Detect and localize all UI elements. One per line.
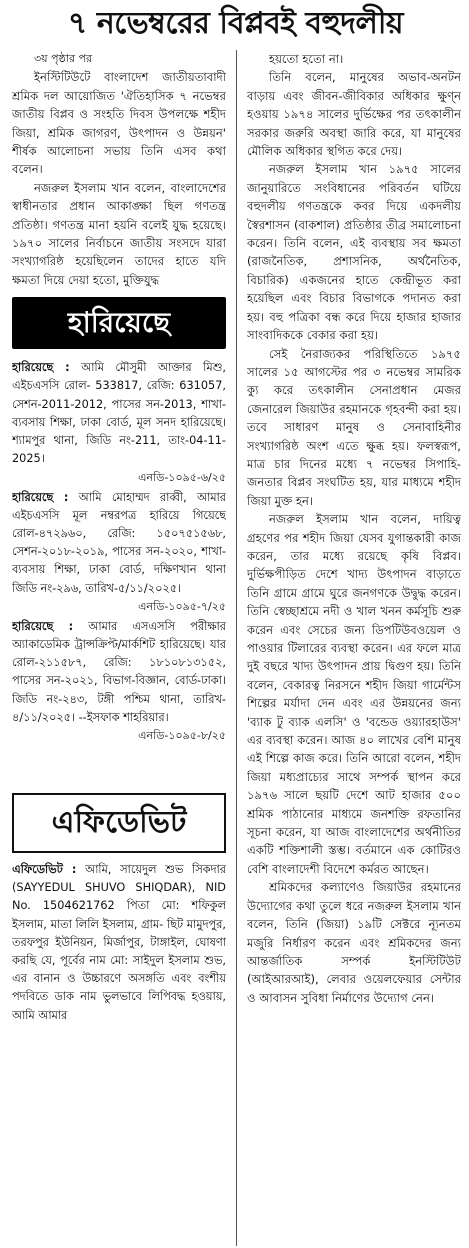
ad-text: আমি মোহাম্মদ রাব্বী, আমার এইচএসসি মূল নম্বরপত্র হারিয়ে গিয়েছে রোল-৪৭২৯৬০, রেজি: ১৫০৭৫১৫৬৮, সেশন-২০১৮-২০১৯, পাসের সন-২০২০, শাখা- ব্যবসায় শিক্ষা, ঢাকা বোর্ড, দক্ষিণখান থানা জিডি নং-২৯৬, তারিখ-৫/১১/২০২৫। xyxy=(12,490,226,595)
article-paragraph: নজরুল ইসলাম খান ১৯৭৫ সালের জানুয়ারিতে সংবিধানের পরিবর্তন ঘটিয়ে বহুদলীয় গণতন্ত্রকে কবর দিয়ে একদলীয় স্বৈরশাসন (বাকশাল) প্রতিষ্ঠার তীব্র সমালোচনা করেন। তিনি বলেন, এই ব্যবস্থায় সব ক্ষমতা (রাজনৈতিক, প্রশাসনিক, অর্থনৈতিক, বিচারিক) একজনের হাতে কেন্দ্রীভূত করা হয়েছিল এবং বিচার বিভাগকে পদানত করা হয়। বহু পত্রিকা বন্ধ করে দিয়ে হাজার হাজার সাংবাদিককে বেকার করা হয়। xyxy=(247,162,461,343)
ad-label: হারিয়েছে : xyxy=(12,619,74,633)
ad-label: হারিয়েছে : xyxy=(12,361,70,375)
lost-banner: হারিয়েছে xyxy=(12,297,226,349)
article-paragraph: নজরুল ইসলাম খান বলেন, দায়িত্ব গ্রহণের পর শহীদ জিয়া যেসব যুগান্তকারী কাজ করেন, তার মধ্যে রয়েছে কৃষি বিপ্লব। দুর্ভিক্ষপীড়িত দেশে খাদ্য উৎপাদন বাড়াতে তিনি গ্রামে গ্রামে ঘুরে জনগণকে উদ্বুদ্ধ করেন। তিনি স্বেচ্ছাশ্রমে নদী ও খাল খনন কর্মসূচি শুরু করেন এবং সেচের জন্য ডিপটিউবওয়েল ও পাওয়ার টিলারের ব্যবস্থা করেন। এর ফলে মাত্র দুই বছরে খাদ্য উৎপাদন প্রায় দ্বিগুণ হয়। তিনি বলেন, বেকারত্ব নিরসনে শহীদ জিয়া গার্মেন্টস শিল্পের মর্যাদা দেন এবং এর উন্নয়নের জন্য 'ব্যাক টু ব্যাক এলসি' ও 'বন্ডেড ওয়্যারহাউস' এর ব্যবস্থা করেন। আজ ৪০ লাখের বেশি মানুষ এই শিল্পে কাজ করে। তিনি আরো বলেন, শহীদ জিয়া মধ্যপ্রাচ্যের সাথে সম্পর্ক স্থাপন করে ১৯৭৬ সালে ছয়টি দেশে আট হাজার ৫০০ শ্রমিক পাঠানোর মাধ্যমে জনশক্তি রফতানির সূচনা করেন, যা আজ বাংলাদেশের অর্থনীতির একটি শক্তিশালী স্তম্ভ। বর্তমানে এক কোটিরও বেশি বাংলাদেশী বিদেশে কর্মরত আছেন। xyxy=(247,512,461,876)
left-column xyxy=(12,50,226,1248)
ad-label: এফিডেভিট : xyxy=(12,862,77,876)
article-paragraph: তিনি বলেন, মানুষের অভাব-অনটন বাড়ায় এবং জীবন-জীবিকার অধিকার ক্ষুণ্ন হওয়ায় ১৯৭৪ সালের দুর্ভিক্ষের পর তৎকালীন সরকার জরুরি অবস্থা জারি করে, যা মানুষের মৌলিক অধিকার স্থগিত করে দেয়। xyxy=(247,70,461,159)
lost-ad xyxy=(12,618,226,745)
ad-code: এনডি-১০৯৫-৭/২৫ xyxy=(138,599,226,613)
ad-text: আমার এসএসসি পরীক্ষার অ্যাকাডেমিক ট্রান্সক্রিপ্ট/মার্কশিট হারিয়েছে। যার রোল-২১১৫৮৭, রেজি: ১৮১০৮১৩১৫২, পাসের সন-২০২১, বিভাগ-বিজ্ঞান, বোর্ড-ঢাকা। জিডি নং-২৪৩, টঙ্গী পশ্চিম থানা, তারিখ- ৪/১১/২০২৫। --ইসফাক শাহরিয়ার। xyxy=(12,619,226,724)
article-paragraph: শ্রমিকদের কল্যাণেও জিয়াউর রহমানের উদ্যোগের কথা তুলে ধরে নজরুল ইসলাম খান বলেন, তিনি (জিয়া) ১৯টি সেক্টরে ন্যূনতম মজুরি নির্ধারণ করেন এবং শ্রমিকদের জন্য আন্তর্জাতিক সম্পর্ক ইনস্টিটিউট (আইআরআই), লেবার ওয়েলফেয়ার সেন্টার ও আবাসন সুবিধা নির্মাণের উদ্যোগ নেন। xyxy=(247,880,461,1005)
ad-text: আমি, সায়েদুল শুভ সিকদার (SAYYEDUL SHUVO SHIQDAR), NID No. 1504621762 পিতা মো: শফিকুল ইসলাম, মাতা লিলি ইসলাম, গ্রাম- ছিট মামুদপুর, তরফপুর ইউনিয়ন, মির্জাপুর, টাঙ্গাইল, ঘোষণা করছি যে, পূর্বের নাম মো: সাইদুল ইসলাম শুভ, এর বানান ও উচ্চারণে অসঙ্গতি এবং বংশীয় পদবিতে ডাক নাম ভুলভাবে লিপিবদ্ধ হওয়ায়, আমি আমার xyxy=(12,862,226,1022)
column-divider xyxy=(236,50,237,1246)
article-paragraph: সেই নৈরাজ্যকর পরিস্থিতিতে ১৯৭৫ সালের ১৫ আগস্টের পর ৩ নভেম্বর সামরিক ক্যু করে তৎকালীন সেনাপ্রধান মেজর জেনারেল জিয়াউর রহমানকে গৃহবন্দী করা হয়। তবে সাধারণ মানুষ ও সেনাবাহিনীর সংখ্যাগরিষ্ঠ অংশ এতে ক্ষুব্ধ হয়। ফলস্বরূপ, মাত্র চার দিনের মধ্যে ৭ নভেম্বর সিপাহি-জনতার বিপ্লব সংঘটিত হয়, যার মাধ্যমে শহীদ জিয়া মুক্ত হন। xyxy=(247,346,461,508)
article-paragraph: ইনস্টিটিউটে বাংলাদেশ জাতীয়তাবাদী শ্রমিক দল আয়োজিত 'ঐতিহাসিক ৭ নভেম্বর জাতীয় বিপ্লব ও সংহতি দিবস উপলক্ষে শহীদ জিয়া, শ্রমিক জাগরণ, উৎপাদন ও উন্নয়ন' শীর্ষক আলোচনা সভায় তিনি এসব কথা বলেন। xyxy=(12,70,226,177)
ad-code: এনডি-১০৯৫-৮/২৫ xyxy=(138,728,226,742)
continued-note: ৩য় পৃষ্ঠার পর xyxy=(34,52,93,65)
article-paragraph: হয়তো হতো না। xyxy=(269,52,344,66)
right-column xyxy=(247,50,461,1248)
lost-ad xyxy=(12,359,226,486)
lost-ad xyxy=(12,489,226,616)
ad-label: হারিয়েছে : xyxy=(12,490,69,504)
affidavit-ad xyxy=(12,861,226,1025)
headline: ৭ নভেম্বরের বিপ্লবই বহুদলীয় xyxy=(67,6,404,41)
ad-text: আমি মৌসুমী আক্তার মিশু, এইচএসসি রোল- 533817, রেজি: 631057, সেশন-2011-2012, পাসের সন-2013, শাখা-ব্যবসায় শিক্ষা, ঢাকা বোর্ড, মূল সনদ হারিয়েছে। শ্যামপুর থানা, জিডি নং-211, তাং-04-11-2025। xyxy=(12,361,226,466)
ad-code: এনডি-১০৯৫-৬/২৫ xyxy=(138,470,226,484)
article-paragraph: নজরুল ইসলাম খান বলেন, বাংলাদেশের স্বাধীনতার প্রধান আকাঙ্ক্ষা ছিল গণতন্ত্র প্রতিষ্ঠা। গণতন্ত্র মানা হয়নি বলেই যুদ্ধ হয়েছে। ১৯৭০ সালের নির্বাচনে জাতীয় সংসদে যারা সংখ্যাগরিষ্ঠ হয়েছিলেন তাদের হাতে যদি ক্ষমতা দিয়ে দেয়া হতো, মুক্তিযুদ্ধ xyxy=(12,180,226,287)
affidavit-banner: এফিডেভিট xyxy=(12,793,226,853)
